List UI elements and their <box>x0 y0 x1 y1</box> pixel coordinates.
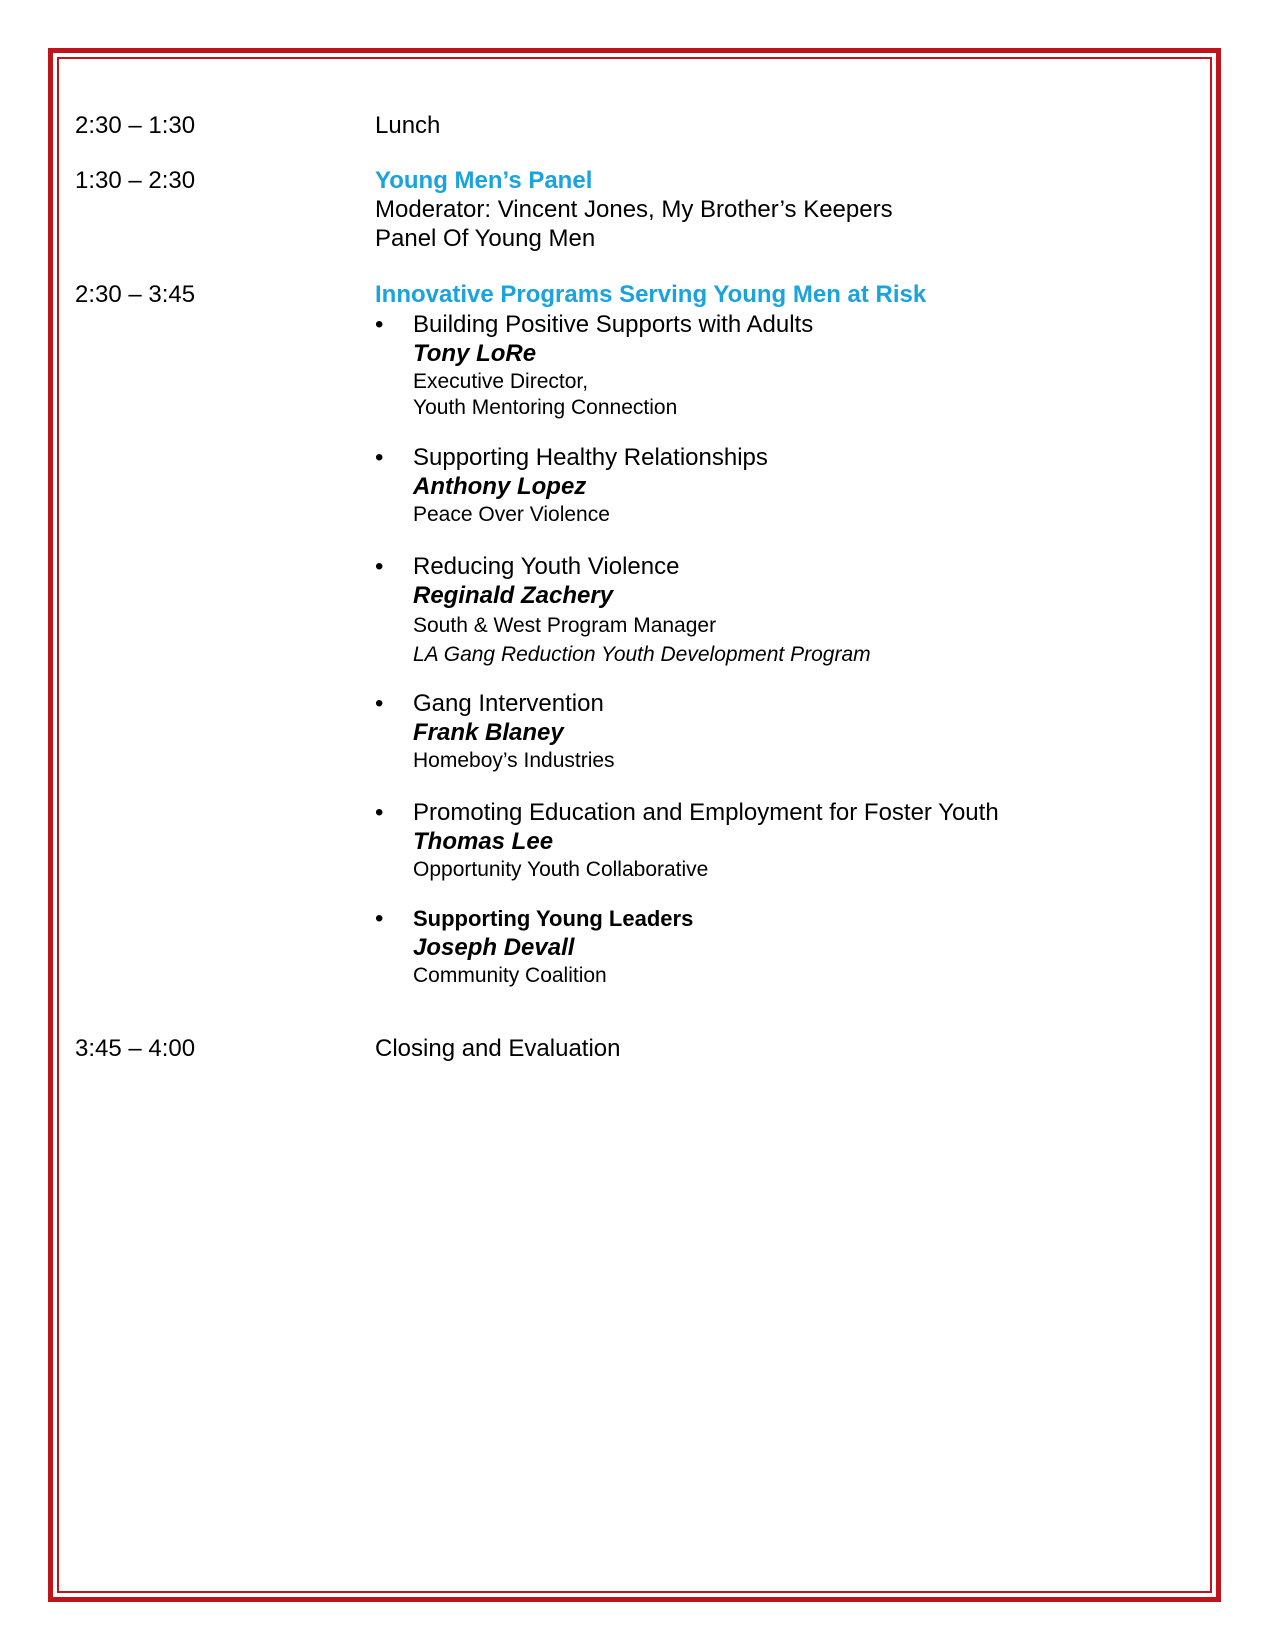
program-topic: Supporting Healthy Relationships <box>413 444 768 471</box>
agenda-time-panel: 1:30 – 2:30 <box>75 167 196 194</box>
program-speaker: Joseph Devall <box>413 934 575 961</box>
panel-description-line: Panel Of Young Men <box>375 225 596 252</box>
program-org-line: South & West Program Manager <box>413 614 717 637</box>
program-speaker: Anthony Lopez <box>413 473 587 500</box>
program-topic: Supporting Young Leaders <box>413 906 694 931</box>
panel-moderator-line: Moderator: Vincent Jones, My Brother’s Keepers <box>375 196 893 223</box>
session-title-innovative-programs: Innovative Programs Serving Young Men at Risk <box>375 281 927 308</box>
program-speaker: Thomas Lee <box>413 828 554 855</box>
program-org-line: Community Coalition <box>413 964 607 987</box>
bullet-icon: • <box>375 690 384 717</box>
program-org-line: LA Gang Reduction Youth Development Program <box>413 643 871 666</box>
session-title-young-mens-panel: Young Men’s Panel <box>375 167 593 194</box>
agenda-title-closing: Closing and Evaluation <box>375 1035 621 1062</box>
bullet-icon: • <box>375 553 384 580</box>
program-org-line: Homeboy’s Industries <box>413 749 615 772</box>
bullet-icon: • <box>375 311 384 338</box>
program-org-line: Opportunity Youth Collaborative <box>413 858 709 881</box>
program-org-line: Youth Mentoring Connection <box>413 396 678 419</box>
program-org-line: Peace Over Violence <box>413 503 610 526</box>
agenda-title-lunch: Lunch <box>375 112 441 139</box>
program-org-line: Executive Director, <box>413 370 589 393</box>
program-topic: Promoting Education and Employment for Foster Youth <box>413 799 999 826</box>
agenda-time-lunch: 2:30 – 1:30 <box>75 112 196 139</box>
program-topic: Reducing Youth Violence <box>413 553 680 580</box>
program-speaker: Reginald Zachery <box>413 582 614 609</box>
bullet-icon: • <box>375 799 384 826</box>
agenda-block-panel <box>375 167 893 253</box>
program-speaker: Frank Blaney <box>413 719 564 746</box>
program-topic: Building Positive Supports with Adults <box>413 311 814 338</box>
bullet-icon: • <box>375 444 384 471</box>
agenda-time-programs: 2:30 – 3:45 <box>75 281 196 308</box>
program-speaker: Tony LoRe <box>413 340 537 367</box>
agenda-time-closing: 3:45 – 4:00 <box>75 1035 196 1062</box>
program-topic: Gang Intervention <box>413 690 604 717</box>
bullet-icon: • <box>375 905 384 932</box>
